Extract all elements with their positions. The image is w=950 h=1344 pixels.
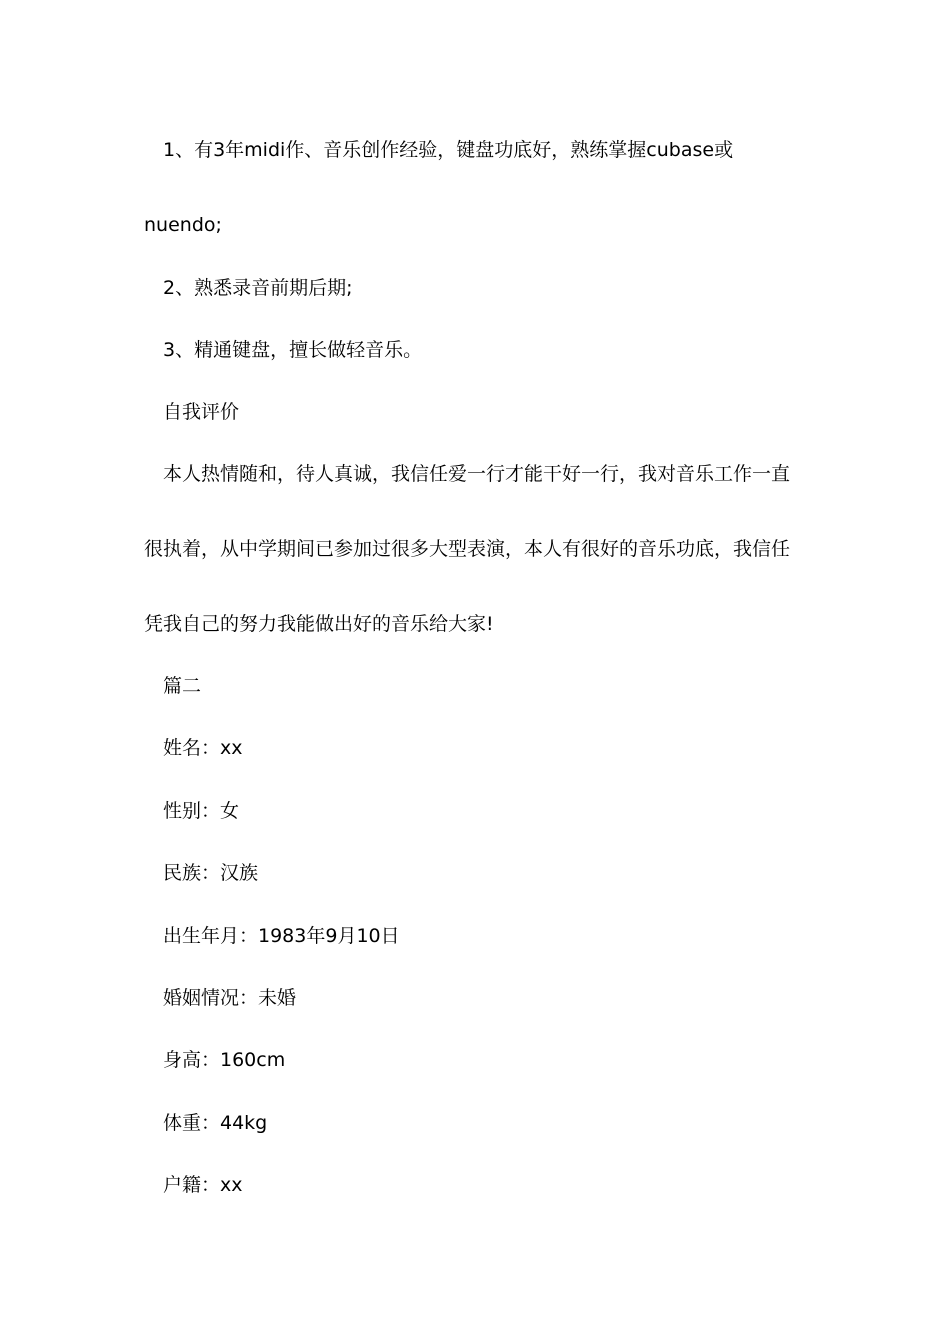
- self-evaluation-line-1: 本人热情随和，待人真诚，我信任爱一行才能干好一行，我对音乐工作一直: [163, 463, 791, 485]
- field-birth-date: 出生年月：1983年9月10日: [163, 925, 400, 947]
- field-weight: 体重：44kg: [163, 1112, 268, 1134]
- self-evaluation-line-3: 凭我自己的努力我能做出好的音乐给大家!: [144, 613, 494, 635]
- field-ethnicity: 民族：汉族: [163, 862, 259, 884]
- field-name: 姓名：xx: [163, 737, 243, 759]
- section-heading-self-evaluation: 自我评价: [163, 401, 240, 423]
- field-marital-status: 婚姻情况：未婚: [163, 987, 297, 1009]
- self-evaluation-line-2: 很执着，从中学期间已参加过很多大型表演，本人有很好的音乐功底，我信任: [144, 538, 791, 560]
- field-gender: 性别：女: [163, 800, 240, 822]
- skill-item-1-line-2: nuendo;: [144, 214, 222, 236]
- skill-item-3: 3、精通键盘，擅长做轻音乐。: [163, 339, 423, 361]
- field-household-registration: 户籍：xx: [163, 1174, 243, 1196]
- section-heading-part-two: 篇二: [163, 675, 202, 697]
- field-height: 身高：160cm: [163, 1049, 286, 1071]
- skill-item-1-line-1: 1、有3年midi作、音乐创作经验，键盘功底好，熟练掌握cubase或: [163, 139, 734, 161]
- skill-item-2: 2、熟悉录音前期后期;: [163, 277, 353, 299]
